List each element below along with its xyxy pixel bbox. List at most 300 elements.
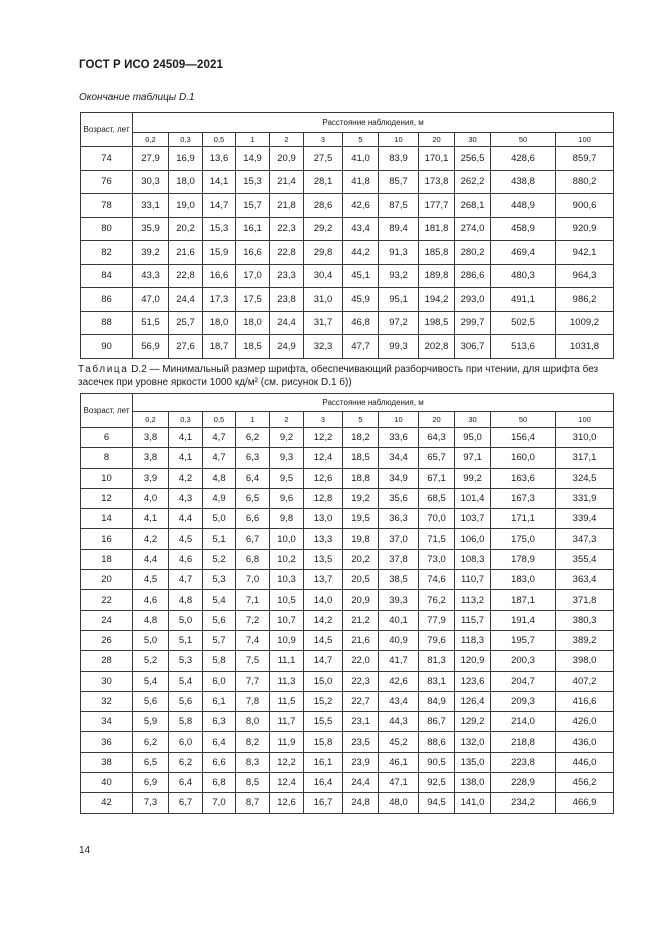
value-cell: 6,4	[236, 468, 270, 488]
value-cell: 90,5	[419, 752, 455, 772]
value-cell: 268,1	[455, 194, 491, 218]
age-cell: 34	[81, 712, 133, 732]
table-row	[81, 170, 614, 194]
value-cell: 42,6	[379, 671, 419, 691]
value-cell: 4,1	[169, 448, 203, 468]
value-cell: 6,2	[169, 752, 203, 772]
table-row	[81, 468, 614, 488]
value-cell: 380,3	[556, 610, 614, 630]
value-cell: 83,9	[379, 147, 419, 171]
value-cell: 15,9	[203, 241, 236, 265]
value-cell: 18,0	[236, 311, 270, 335]
value-cell: 317,1	[556, 448, 614, 468]
value-cell: 33,6	[379, 428, 419, 448]
value-cell: 223,8	[491, 752, 556, 772]
value-cell: 14,2	[304, 610, 343, 630]
value-cell: 8,2	[236, 732, 270, 752]
value-cell: 15,8	[304, 732, 343, 752]
value-cell: 347,3	[556, 529, 614, 549]
value-cell: 23,9	[343, 752, 379, 772]
value-cell: 185,8	[419, 241, 455, 265]
value-cell: 56,9	[133, 335, 169, 359]
age-cell: 84	[81, 264, 133, 288]
value-cell: 18,5	[343, 448, 379, 468]
age-cell: 18	[81, 549, 133, 569]
value-cell: 5,9	[133, 712, 169, 732]
table-row	[81, 335, 614, 359]
distance-column-header: 1	[236, 412, 270, 428]
value-cell: 363,4	[556, 570, 614, 590]
value-cell: 18,2	[343, 428, 379, 448]
value-cell: 41,7	[379, 651, 419, 671]
value-cell: 173,8	[419, 170, 455, 194]
value-cell: 14,7	[203, 194, 236, 218]
value-cell: 18,7	[203, 335, 236, 359]
value-cell: 51,5	[133, 311, 169, 335]
table-row	[81, 773, 614, 793]
value-cell: 79,6	[419, 630, 455, 650]
table-row	[81, 651, 614, 671]
value-cell: 13,0	[304, 509, 343, 529]
age-column-header: Возраст, лет	[81, 113, 133, 147]
value-cell: 194,2	[419, 288, 455, 312]
value-cell: 16,6	[236, 241, 270, 265]
table-row	[81, 241, 614, 265]
value-cell: 160,0	[491, 448, 556, 468]
value-cell: 4,7	[203, 428, 236, 448]
value-cell: 228,9	[491, 773, 556, 793]
value-cell: 27,9	[133, 147, 169, 171]
table-row	[81, 217, 614, 241]
age-cell: 36	[81, 732, 133, 752]
distance-column-header: 5	[343, 412, 379, 428]
value-cell: 5,1	[203, 529, 236, 549]
value-cell: 181,8	[419, 217, 455, 241]
age-cell: 40	[81, 773, 133, 793]
value-cell: 209,3	[491, 691, 556, 711]
age-cell: 8	[81, 448, 133, 468]
value-cell: 502,5	[491, 311, 556, 335]
value-cell: 436,0	[556, 732, 614, 752]
value-cell: 167,3	[491, 488, 556, 508]
value-cell: 6,3	[203, 712, 236, 732]
value-cell: 12,4	[304, 448, 343, 468]
value-cell: 37,8	[379, 549, 419, 569]
value-cell: 920,9	[556, 217, 614, 241]
value-cell: 5,4	[133, 671, 169, 691]
age-cell: 16	[81, 529, 133, 549]
value-cell: 24,8	[343, 793, 379, 813]
value-cell: 20,2	[169, 217, 203, 241]
value-cell: 135,0	[455, 752, 491, 772]
value-cell: 4,7	[169, 570, 203, 590]
age-cell: 32	[81, 691, 133, 711]
distance-column-header: 0,5	[203, 412, 236, 428]
value-cell: 34,4	[379, 448, 419, 468]
value-cell: 115,7	[455, 610, 491, 630]
value-cell: 6,2	[133, 732, 169, 752]
value-cell: 175,0	[491, 529, 556, 549]
value-cell: 87,5	[379, 194, 419, 218]
age-cell: 24	[81, 610, 133, 630]
value-cell: 4,4	[133, 549, 169, 569]
value-cell: 448,9	[491, 194, 556, 218]
distance-column-header: 10	[379, 412, 419, 428]
value-cell: 5,2	[133, 651, 169, 671]
value-cell: 24,4	[343, 773, 379, 793]
value-cell: 21,8	[270, 194, 304, 218]
value-cell: 29,8	[304, 241, 343, 265]
value-cell: 14,0	[304, 590, 343, 610]
value-cell: 23,1	[343, 712, 379, 732]
value-cell: 10,7	[270, 610, 304, 630]
distance-column-header: 50	[491, 412, 556, 428]
value-cell: 880,2	[556, 170, 614, 194]
value-cell: 426,0	[556, 712, 614, 732]
table-row	[81, 288, 614, 312]
value-cell: 24,4	[169, 288, 203, 312]
value-cell: 44,3	[379, 712, 419, 732]
value-cell: 44,2	[343, 241, 379, 265]
value-cell: 68,5	[419, 488, 455, 508]
value-cell: 456,2	[556, 773, 614, 793]
table-row	[81, 311, 614, 335]
value-cell: 21,4	[270, 170, 304, 194]
value-cell: 22,3	[270, 217, 304, 241]
value-cell: 198,5	[419, 311, 455, 335]
value-cell: 20,9	[270, 147, 304, 171]
value-cell: 16,9	[169, 147, 203, 171]
value-cell: 339,4	[556, 509, 614, 529]
value-cell: 200,3	[491, 651, 556, 671]
value-cell: 310,0	[556, 428, 614, 448]
value-cell: 4,7	[203, 448, 236, 468]
value-cell: 45,1	[343, 264, 379, 288]
value-cell: 46,8	[343, 311, 379, 335]
value-cell: 13,5	[304, 549, 343, 569]
value-cell: 5,3	[203, 570, 236, 590]
value-cell: 14,1	[203, 170, 236, 194]
distance-column-header: 2	[270, 412, 304, 428]
value-cell: 9,8	[270, 509, 304, 529]
value-cell: 274,0	[455, 217, 491, 241]
distance-column-header: 0,2	[133, 133, 169, 147]
value-cell: 21,6	[169, 241, 203, 265]
value-cell: 189,8	[419, 264, 455, 288]
value-cell: 480,3	[491, 264, 556, 288]
value-cell: 20,2	[343, 549, 379, 569]
value-cell: 67,1	[419, 468, 455, 488]
value-cell: 85,7	[379, 170, 419, 194]
value-cell: 21,6	[343, 630, 379, 650]
age-cell: 26	[81, 630, 133, 650]
value-cell: 6,6	[203, 752, 236, 772]
value-cell: 19,8	[343, 529, 379, 549]
table-row	[81, 147, 614, 171]
value-cell: 428,6	[491, 147, 556, 171]
age-cell: 42	[81, 793, 133, 813]
value-cell: 93,2	[379, 264, 419, 288]
value-cell: 900,6	[556, 194, 614, 218]
value-cell: 446,0	[556, 752, 614, 772]
distance-column-header: 20	[419, 133, 455, 147]
value-cell: 163,6	[491, 468, 556, 488]
value-cell: 5,6	[169, 691, 203, 711]
value-cell: 1009,2	[556, 311, 614, 335]
value-cell: 202,8	[419, 335, 455, 359]
value-cell: 286,6	[455, 264, 491, 288]
value-cell: 6,4	[169, 773, 203, 793]
value-cell: 195,7	[491, 630, 556, 650]
value-cell: 94,5	[419, 793, 455, 813]
value-cell: 24,4	[270, 311, 304, 335]
value-cell: 4,1	[169, 428, 203, 448]
value-cell: 89,4	[379, 217, 419, 241]
value-cell: 15,2	[304, 691, 343, 711]
value-cell: 43,4	[343, 217, 379, 241]
age-cell: 74	[81, 147, 133, 171]
value-cell: 21,2	[343, 610, 379, 630]
value-cell: 9,3	[270, 448, 304, 468]
value-cell: 73,0	[419, 549, 455, 569]
value-cell: 95,1	[379, 288, 419, 312]
value-cell: 35,6	[379, 488, 419, 508]
table-row	[81, 570, 614, 590]
value-cell: 81,3	[419, 651, 455, 671]
table-row	[81, 509, 614, 529]
value-cell: 18,0	[169, 170, 203, 194]
distance-values-row	[81, 412, 614, 428]
value-cell: 13,6	[203, 147, 236, 171]
value-cell: 97,1	[455, 448, 491, 468]
value-cell: 5,0	[203, 509, 236, 529]
value-cell: 16,6	[203, 264, 236, 288]
value-cell: 86,7	[419, 712, 455, 732]
value-cell: 6,0	[203, 671, 236, 691]
value-cell: 18,5	[236, 335, 270, 359]
value-cell: 6,9	[133, 773, 169, 793]
age-cell: 90	[81, 335, 133, 359]
table-row	[81, 752, 614, 772]
value-cell: 32,3	[304, 335, 343, 359]
value-cell: 469,4	[491, 241, 556, 265]
value-cell: 92,5	[419, 773, 455, 793]
value-cell: 138,0	[455, 773, 491, 793]
value-cell: 70,0	[419, 509, 455, 529]
age-cell: 80	[81, 217, 133, 241]
value-cell: 45,9	[343, 288, 379, 312]
age-cell: 12	[81, 488, 133, 508]
value-cell: 6,8	[203, 773, 236, 793]
value-cell: 12,6	[270, 793, 304, 813]
distance-column-header: 0,3	[169, 133, 203, 147]
value-cell: 11,1	[270, 651, 304, 671]
value-cell: 262,2	[455, 170, 491, 194]
table-row	[81, 610, 614, 630]
page-number: 14	[79, 845, 91, 856]
value-cell: 22,8	[270, 241, 304, 265]
value-cell: 16,1	[236, 217, 270, 241]
value-cell: 299,7	[455, 311, 491, 335]
value-cell: 113,2	[455, 590, 491, 610]
distance-column-header: 0,2	[133, 412, 169, 428]
value-cell: 97,2	[379, 311, 419, 335]
value-cell: 39,3	[379, 590, 419, 610]
value-cell: 14,9	[236, 147, 270, 171]
value-cell: 3,9	[133, 468, 169, 488]
table-row	[81, 264, 614, 288]
value-cell: 11,3	[270, 671, 304, 691]
age-cell: 86	[81, 288, 133, 312]
value-cell: 40,1	[379, 610, 419, 630]
value-cell: 22,7	[343, 691, 379, 711]
distance-column-header: 3	[304, 412, 343, 428]
value-cell: 178,9	[491, 549, 556, 569]
value-cell: 123,6	[455, 671, 491, 691]
value-cell: 407,2	[556, 671, 614, 691]
value-cell: 156,4	[491, 428, 556, 448]
value-cell: 33,1	[133, 194, 169, 218]
value-cell: 6,1	[203, 691, 236, 711]
value-cell: 293,0	[455, 288, 491, 312]
value-cell: 4,2	[133, 529, 169, 549]
value-cell: 40,9	[379, 630, 419, 650]
value-cell: 986,2	[556, 288, 614, 312]
value-cell: 416,6	[556, 691, 614, 711]
value-cell: 438,8	[491, 170, 556, 194]
value-cell: 83,1	[419, 671, 455, 691]
value-cell: 4,2	[169, 468, 203, 488]
value-cell: 7,1	[236, 590, 270, 610]
value-cell: 371,8	[556, 590, 614, 610]
value-cell: 24,9	[270, 335, 304, 359]
value-cell: 5,7	[203, 630, 236, 650]
age-cell: 38	[81, 752, 133, 772]
value-cell: 15,5	[304, 712, 343, 732]
value-cell: 6,8	[236, 549, 270, 569]
value-cell: 19,5	[343, 509, 379, 529]
value-cell: 108,3	[455, 549, 491, 569]
value-cell: 76,2	[419, 590, 455, 610]
distance-column-header: 30	[455, 133, 491, 147]
value-cell: 4,8	[133, 610, 169, 630]
value-cell: 25,7	[169, 311, 203, 335]
value-cell: 95,0	[455, 428, 491, 448]
value-cell: 23,5	[343, 732, 379, 752]
value-cell: 9,5	[270, 468, 304, 488]
value-cell: 6,6	[236, 509, 270, 529]
value-cell: 101,4	[455, 488, 491, 508]
value-cell: 65,7	[419, 448, 455, 468]
value-cell: 22,8	[169, 264, 203, 288]
value-cell: 171,1	[491, 509, 556, 529]
distance-column-header: 20	[419, 412, 455, 428]
value-cell: 4,6	[133, 590, 169, 610]
age-cell: 28	[81, 651, 133, 671]
distance-column-header: 50	[491, 133, 556, 147]
value-cell: 12,2	[304, 428, 343, 448]
value-cell: 7,4	[236, 630, 270, 650]
value-cell: 859,7	[556, 147, 614, 171]
value-cell: 6,5	[133, 752, 169, 772]
value-cell: 41,0	[343, 147, 379, 171]
value-cell: 5,8	[203, 651, 236, 671]
table-d1-end	[80, 112, 614, 359]
value-cell: 7,0	[236, 570, 270, 590]
value-cell: 5,0	[133, 630, 169, 650]
value-cell: 4,8	[203, 468, 236, 488]
value-cell: 306,7	[455, 335, 491, 359]
age-cell: 30	[81, 671, 133, 691]
value-cell: 234,2	[491, 793, 556, 813]
value-cell: 20,9	[343, 590, 379, 610]
value-cell: 132,0	[455, 732, 491, 752]
value-cell: 10,0	[270, 529, 304, 549]
value-cell: 15,3	[236, 170, 270, 194]
value-cell: 256,5	[455, 147, 491, 171]
value-cell: 7,0	[203, 793, 236, 813]
value-cell: 12,8	[304, 488, 343, 508]
value-cell: 5,8	[169, 712, 203, 732]
value-cell: 10,2	[270, 549, 304, 569]
value-cell: 5,4	[203, 590, 236, 610]
value-cell: 389,2	[556, 630, 614, 650]
value-cell: 170,1	[419, 147, 455, 171]
value-cell: 398,0	[556, 651, 614, 671]
value-cell: 11,7	[270, 712, 304, 732]
value-cell: 27,6	[169, 335, 203, 359]
table-row	[81, 691, 614, 711]
value-cell: 30,3	[133, 170, 169, 194]
age-cell: 88	[81, 311, 133, 335]
age-cell: 78	[81, 194, 133, 218]
value-cell: 12,2	[270, 752, 304, 772]
value-cell: 8,5	[236, 773, 270, 793]
value-cell: 331,9	[556, 488, 614, 508]
value-cell: 5,6	[133, 691, 169, 711]
value-cell: 4,5	[133, 570, 169, 590]
value-cell: 6,3	[236, 448, 270, 468]
document-header: ГОСТ Р ИСО 24509—2021	[79, 59, 224, 71]
value-cell: 129,2	[455, 712, 491, 732]
value-cell: 513,6	[491, 335, 556, 359]
value-cell: 5,0	[169, 610, 203, 630]
value-cell: 47,7	[343, 335, 379, 359]
age-cell: 76	[81, 170, 133, 194]
value-cell: 942,1	[556, 241, 614, 265]
value-cell: 4,8	[169, 590, 203, 610]
value-cell: 3,8	[133, 448, 169, 468]
value-cell: 12,4	[270, 773, 304, 793]
value-cell: 214,0	[491, 712, 556, 732]
value-cell: 4,3	[169, 488, 203, 508]
table2-caption-label: Таблица	[78, 364, 129, 375]
value-cell: 1031,8	[556, 335, 614, 359]
value-cell: 106,0	[455, 529, 491, 549]
value-cell: 31,7	[304, 311, 343, 335]
value-cell: 13,3	[304, 529, 343, 549]
age-column-header: Возраст, лет	[81, 394, 133, 428]
value-cell: 47,1	[379, 773, 419, 793]
value-cell: 6,5	[236, 488, 270, 508]
value-cell: 11,9	[270, 732, 304, 752]
value-cell: 30,4	[304, 264, 343, 288]
value-cell: 36,3	[379, 509, 419, 529]
value-cell: 17,0	[236, 264, 270, 288]
value-cell: 27,5	[304, 147, 343, 171]
distance-column-header: 3	[304, 133, 343, 147]
value-cell: 118,3	[455, 630, 491, 650]
